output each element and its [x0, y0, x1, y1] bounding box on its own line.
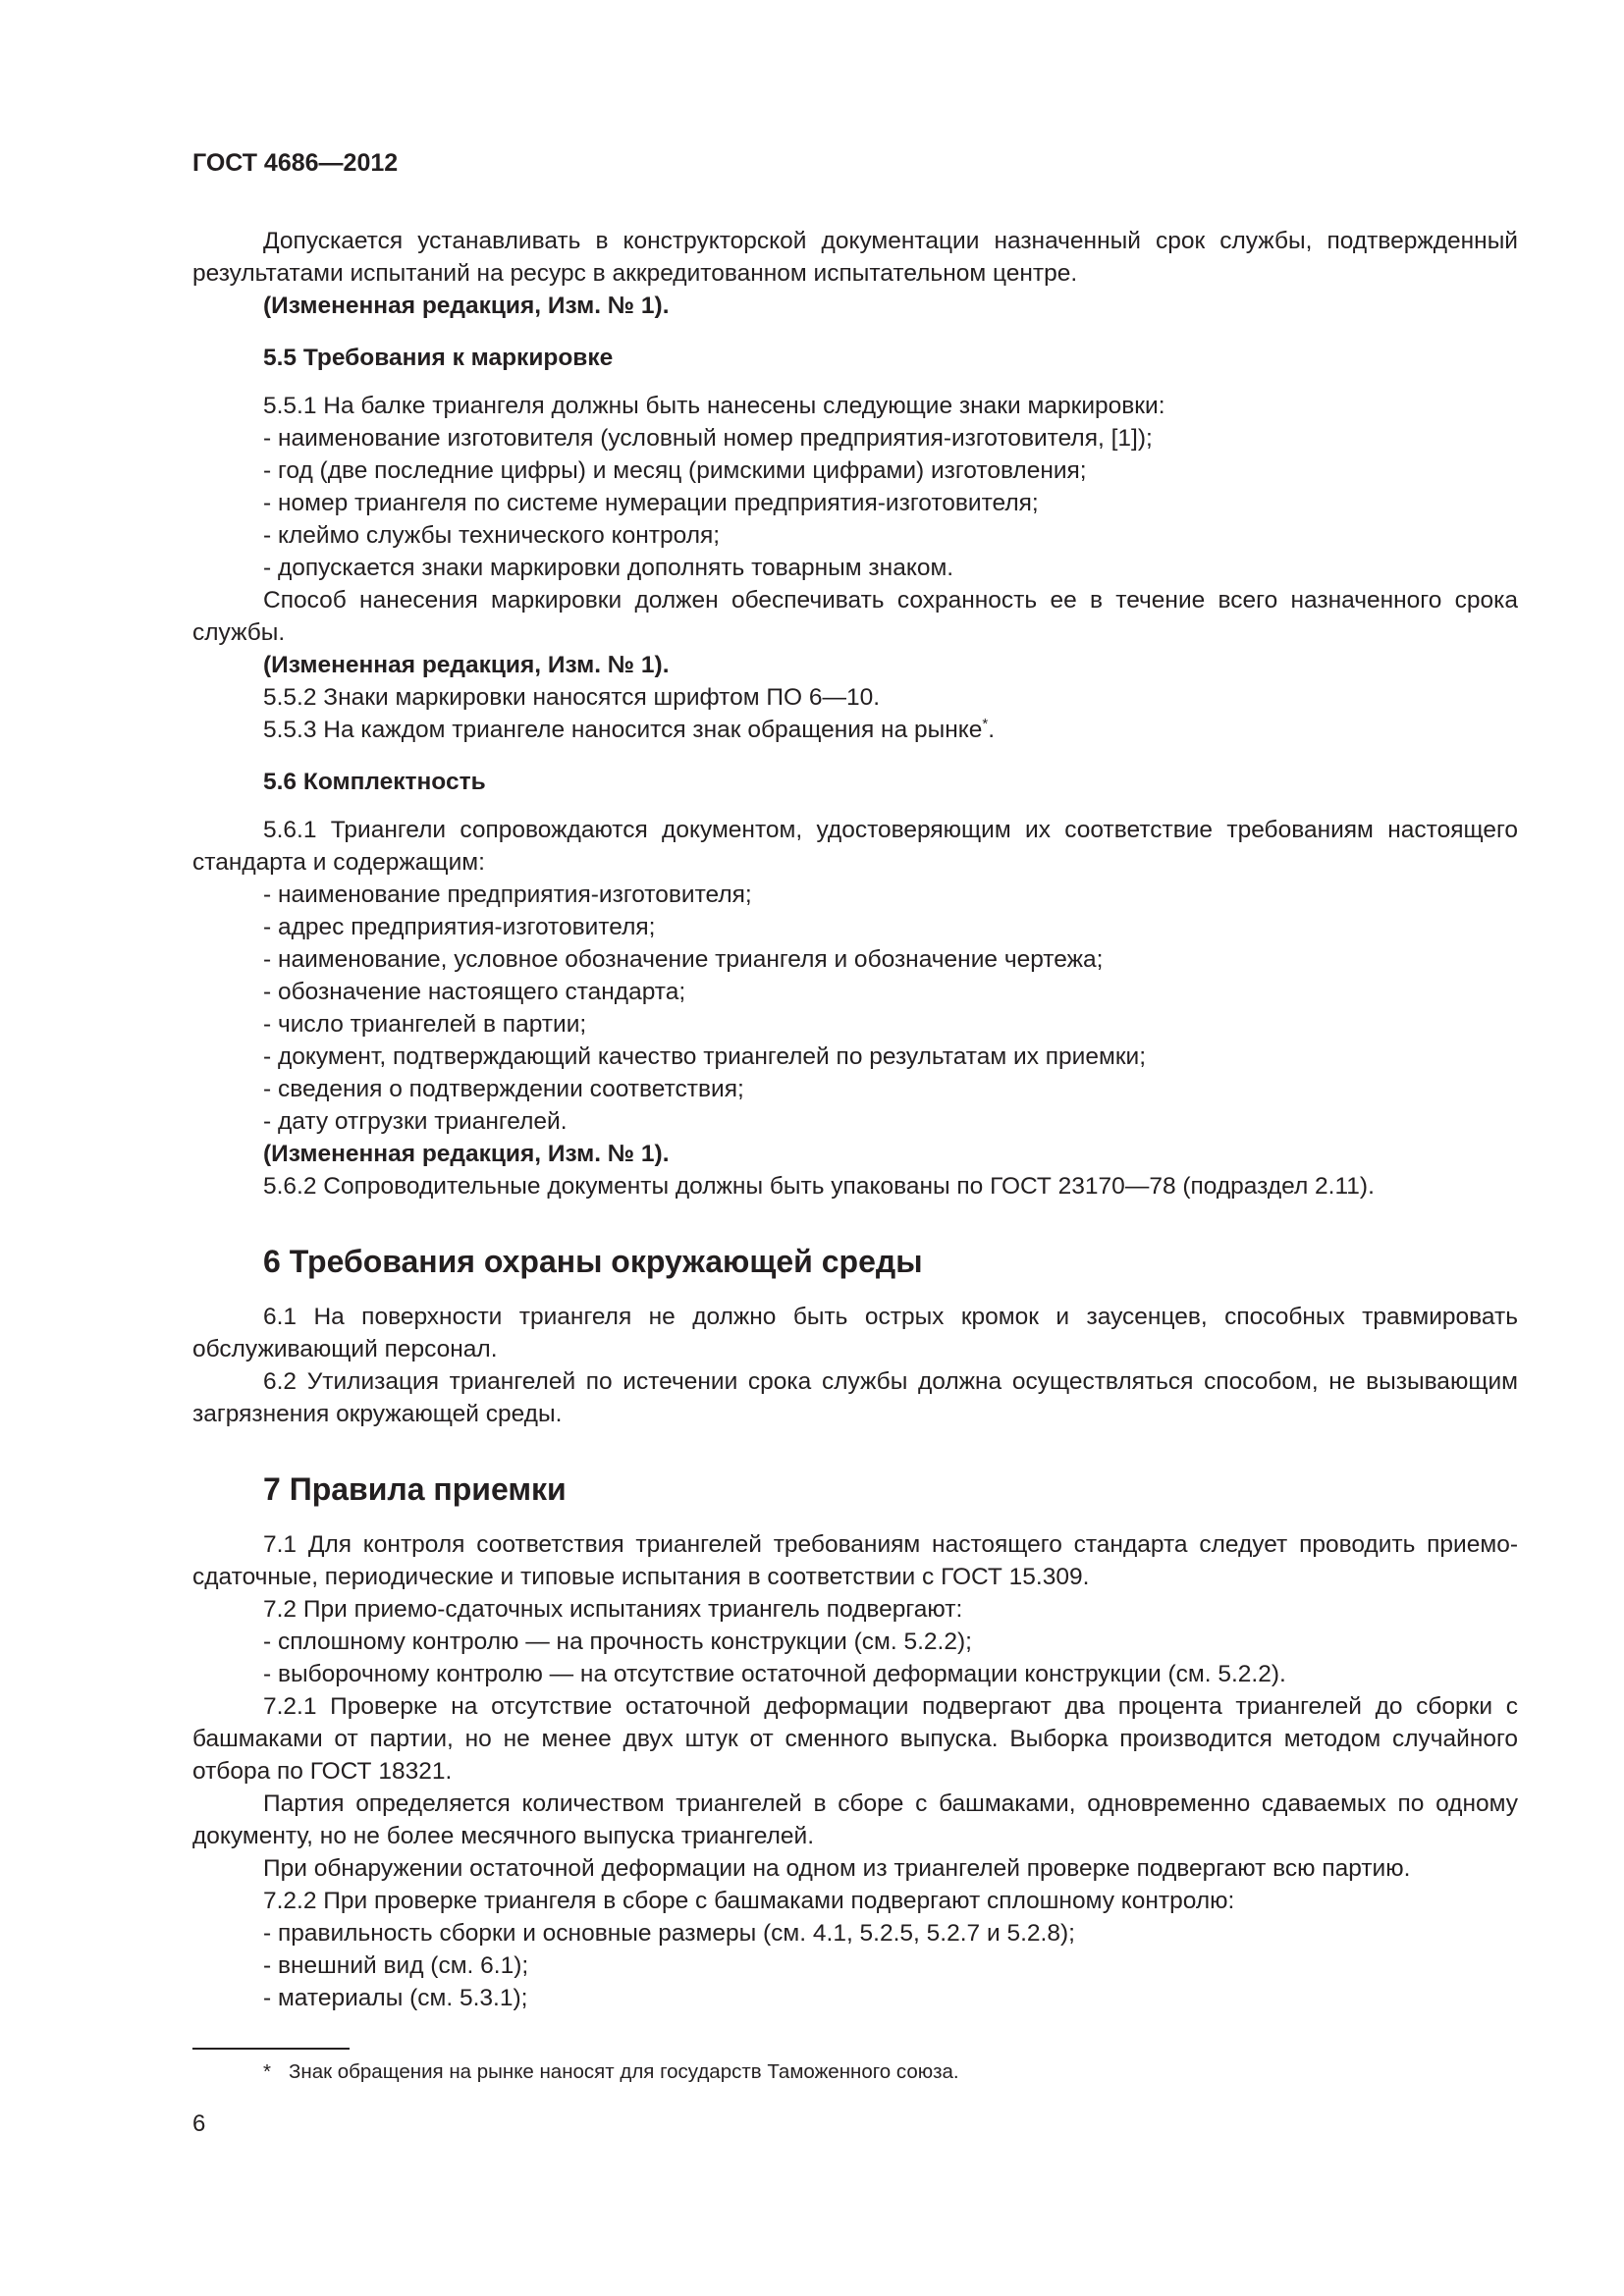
- footnote-divider: [192, 2048, 350, 2050]
- page-number: 6: [192, 2110, 206, 2137]
- section-5-6-title: 5.6 Комплектность: [263, 769, 486, 795]
- list-item: - документ, подтверждающий качество триангелей по результатам их приемки;: [263, 1043, 1147, 1070]
- amendment-note: (Измененная редакция, Изм. № 1).: [263, 652, 670, 678]
- paragraph-5-5-3-text: 5.5.3 На каждом триангеле наносится знак обращения на рынке: [263, 717, 983, 743]
- list-item: - наименование, условное обозначение триангеля и обозначение чертежа;: [263, 946, 1104, 973]
- paragraph-7-2: 7.2 При приемо-сдаточных испытаниях триангель подвергают:: [263, 1596, 963, 1623]
- paragraph-5-5-1: 5.5.1 На балке триангеля должны быть нанесены следующие знаки маркировки:: [263, 393, 1165, 419]
- document-body: [192, 225, 1518, 2014]
- list-item: - адрес предприятия-изготовителя;: [263, 914, 656, 940]
- section-6-title: 6 Требования охраны окружающей среды: [263, 1244, 923, 1279]
- deformation-paragraph: При обнаружении остаточной деформации на одном из триангелей проверке подвергают всю партию.: [263, 1855, 1411, 1882]
- paragraph-6-2: 6.2 Утилизация триангелей по истечении срока службы должна осуществляться способом, не вызывающим загрязнения окружающей среды.: [192, 1368, 1518, 1427]
- list-item: - год (две последние цифры) и месяц (римскими цифрами) изготовления;: [263, 457, 1087, 484]
- list-item: - наименование изготовителя (условный номер предприятия-изготовителя, [1]);: [263, 425, 1153, 452]
- paragraph-7-2-2: 7.2.2 При проверке триангеля в сборе с башмаками подвергают сплошному контролю:: [263, 1888, 1235, 1914]
- intro-paragraph: Допускается устанавливать в конструкторской документации назначенный срок службы, подтвержденный результатами испытаний на ресурс в аккредитованном испытательном центре.: [192, 228, 1518, 287]
- footnote-mark: *: [263, 2060, 271, 2083]
- amendment-note: (Измененная редакция, Изм. № 1).: [263, 1141, 670, 1167]
- list-item: - номер триангеля по системе нумерации предприятия-изготовителя;: [263, 490, 1039, 516]
- section-7-title: 7 Правила приемки: [263, 1471, 567, 1507]
- paragraph-5-6-1: 5.6.1 Триангели сопровождаются документом, удостоверяющим их соответствие требованиям настоящего стандарта и содержащим:: [192, 817, 1518, 876]
- list-item: - клеймо службы технического контроля;: [263, 522, 721, 549]
- list-item: - выборочному контролю — на отсутствие остаточной деформации конструкции (см. 5.2.2).: [263, 1661, 1286, 1687]
- paragraph-5-5-2: 5.5.2 Знаки маркировки наносятся шрифтом ПО 6—10.: [263, 684, 881, 711]
- list-item: - сплошному контролю — на прочность конструкции (см. 5.2.2);: [263, 1629, 972, 1655]
- paragraph-6-1: 6.1 На поверхности триангеля не должно быть острых кромок и заусенцев, способных травмировать обслуживающий персонал.: [192, 1304, 1518, 1362]
- footnote-text: Знак обращения на рынке наносят для государств Таможенного союза.: [289, 2060, 959, 2083]
- footnote: [263, 2058, 959, 2086]
- batch-definition-paragraph: Партия определяется количеством триангелей в сборе с башмаками, одновременно сдаваемых по одному документу, но не более месячного выпуска триангелей.: [192, 1790, 1518, 1849]
- list-item: - число триангелей в партии;: [263, 1011, 587, 1038]
- marking-method-paragraph: Способ нанесения маркировки должен обеспечивать сохранность ее в течение всего назначенного срока службы.: [192, 587, 1518, 646]
- list-item: - правильность сборки и основные размеры (см. 4.1, 5.2.5, 5.2.7 и 5.2.8);: [263, 1920, 1075, 1947]
- list-item: - дату отгрузки триангелей.: [263, 1108, 568, 1135]
- list-item: - материалы (см. 5.3.1);: [263, 1985, 528, 2011]
- paragraph-7-1: 7.1 Для контроля соответствия триангелей требованиям настоящего стандарта следует проводить приемо-сдаточные, периодические и типовые испытания в соответствии с ГОСТ 15.309.: [192, 1531, 1518, 1590]
- paragraph-5-5-3-end: .: [988, 717, 996, 743]
- amendment-note: (Измененная редакция, Изм. № 1).: [263, 293, 670, 319]
- list-item: - наименование предприятия-изготовителя;: [263, 881, 752, 908]
- paragraph-7-2-1: 7.2.1 Проверке на отсутствие остаточной деформации подвергают два процента триангелей до сборки с башмаками от партии, но не менее двух штук от сменного выпуска. Выборка производится методом случайного отбора по ГОСТ 18321.: [192, 1693, 1518, 1785]
- list-item: - допускается знаки маркировки дополнять товарным знаком.: [263, 555, 954, 581]
- list-item: - сведения о подтверждении соответствия;: [263, 1076, 744, 1102]
- document-header: ГОСТ 4686—2012: [192, 149, 399, 177]
- list-item: - обозначение настоящего стандарта;: [263, 979, 686, 1005]
- section-5-5-title: 5.5 Требования к маркировке: [263, 345, 614, 371]
- list-item: - внешний вид (см. 6.1);: [263, 1952, 529, 1979]
- paragraph-5-6-2: 5.6.2 Сопроводительные документы должны быть упакованы по ГОСТ 23170—78 (подраздел 2.11).: [263, 1173, 1375, 1200]
- paragraph-5-5-3: [192, 714, 1518, 746]
- footnote-reference: *: [982, 716, 989, 732]
